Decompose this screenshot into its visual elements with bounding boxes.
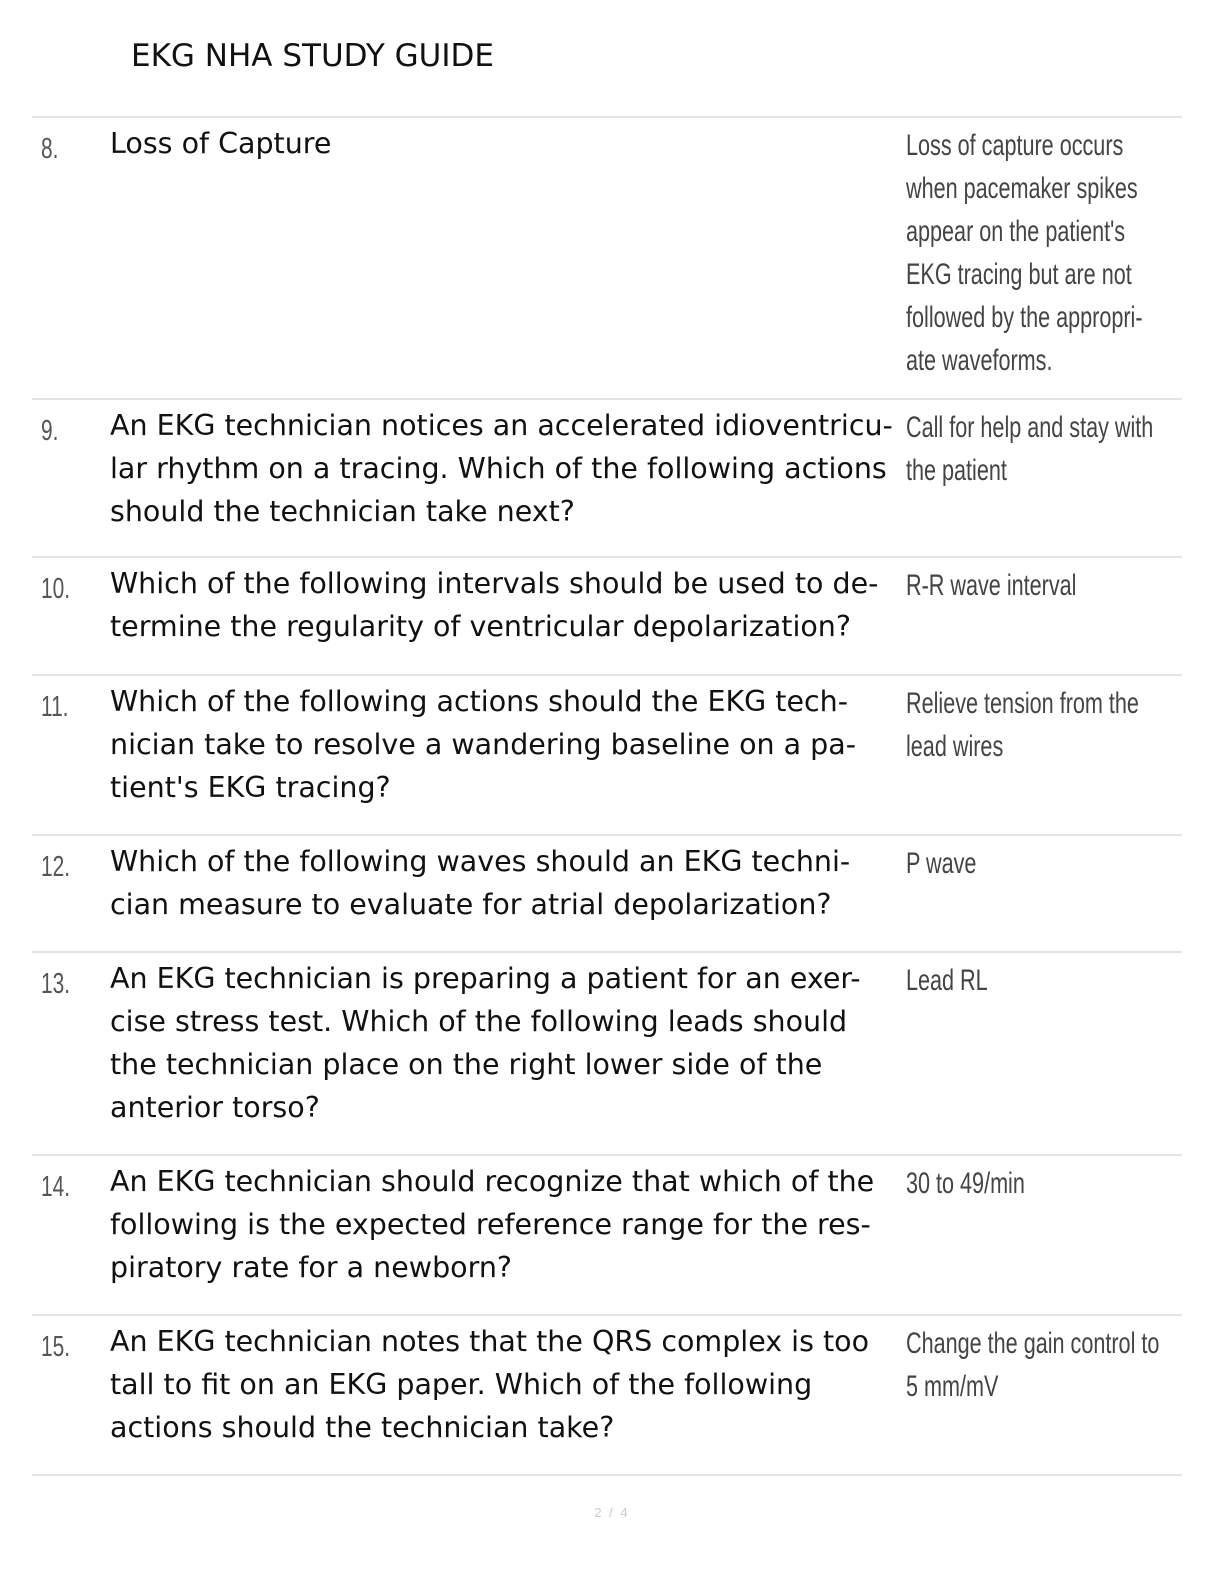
question-line: Loss of Capture: [110, 127, 332, 160]
card-question: [110, 562, 910, 648]
card-number: 13.: [41, 968, 71, 1000]
answer-line: 5 mm/mV: [906, 1370, 999, 1403]
flashcard: [32, 1314, 1182, 1476]
flashcard: [32, 116, 1182, 398]
card-question: [110, 957, 910, 1129]
question-line: termine the regularity of ventricular depolarization?: [110, 610, 851, 643]
card-question: [110, 404, 910, 533]
question-line: cise stress test. Which of the following leads should: [110, 1005, 848, 1038]
question-line: An EKG technician notices an accelerated idioventricu-: [110, 409, 893, 442]
card-number: 15.: [41, 1331, 71, 1363]
flashcard-list: [32, 116, 1182, 1476]
answer-line: 30 to 49/min: [906, 1167, 1025, 1200]
flashcard: [32, 556, 1182, 674]
answer-line: Change the gain control to: [906, 1327, 1160, 1360]
question-line: cian measure to evaluate for atrial depolarization?: [110, 888, 832, 921]
answer-line: P wave: [906, 847, 977, 880]
question-line: following is the expected reference range for the res-: [110, 1208, 871, 1241]
answer-line: when pacemaker spikes: [906, 172, 1138, 205]
answer-line: EKG tracing but are not: [906, 258, 1132, 291]
card-number: 9.: [41, 415, 59, 447]
question-line: Which of the following waves should an EKG techni-: [110, 845, 851, 878]
answer-line: followed by the appropri-: [906, 301, 1143, 334]
card-number: 11.: [41, 691, 69, 723]
question-line: nician take to resolve a wandering baseline on a pa-: [110, 728, 857, 761]
question-line: anterior torso?: [110, 1091, 320, 1124]
question-line: piratory rate for a newborn?: [110, 1251, 513, 1284]
card-question: [110, 840, 910, 926]
card-answer: [906, 1322, 1172, 1408]
card-number: 14.: [41, 1171, 71, 1203]
question-line: Which of the following actions should the EKG tech-: [110, 685, 849, 718]
card-question: [110, 122, 910, 165]
question-line: should the technician take next?: [110, 495, 575, 528]
answer-line: Loss of capture occurs: [906, 129, 1124, 162]
card-answer: [906, 682, 1172, 768]
card-number: 10.: [41, 573, 71, 605]
answer-line: lead wires: [906, 730, 1004, 763]
answer-line: the patient: [906, 454, 1007, 487]
question-line: lar rhythm on a tracing. Which of the following actions: [110, 452, 887, 485]
card-answer: [906, 406, 1172, 492]
card-question: [110, 1160, 910, 1289]
question-line: tient's EKG tracing?: [110, 771, 391, 804]
card-answer: [906, 842, 1172, 885]
page-title: EKG NHA STUDY GUIDE: [131, 38, 494, 74]
flashcard: [32, 834, 1182, 951]
card-answer: [906, 959, 1172, 1002]
flashcard: [32, 1154, 1182, 1314]
answer-line: R-R wave interval: [906, 569, 1077, 602]
answer-line: Relieve tension from the: [906, 687, 1139, 720]
question-line: An EKG technician should recognize that which of the: [110, 1165, 875, 1198]
page-number: 2 / 4: [594, 1505, 630, 1520]
flashcard: [32, 398, 1182, 556]
answer-line: Lead RL: [906, 964, 988, 997]
answer-line: appear on the patient's: [906, 215, 1126, 248]
question-line: An EKG technician is preparing a patient for an exer-: [110, 962, 861, 995]
flashcard: [32, 951, 1182, 1154]
question-line: the technician place on the right lower side of the: [110, 1048, 823, 1081]
card-question: [110, 680, 910, 809]
question-line: tall to fit on an EKG paper. Which of the following: [110, 1368, 813, 1401]
card-answer: [906, 1162, 1172, 1205]
card-answer: [906, 564, 1172, 607]
question-line: actions should the technician take?: [110, 1411, 615, 1444]
flashcard: [32, 674, 1182, 834]
card-number: 12.: [41, 851, 71, 883]
question-line: Which of the following intervals should be used to de-: [110, 567, 879, 600]
answer-line: ate waveforms.: [906, 344, 1053, 377]
card-question: [110, 1320, 910, 1449]
answer-line: Call for help and stay with: [906, 411, 1154, 444]
card-answer: [906, 124, 1172, 382]
card-number: 8.: [41, 133, 59, 165]
question-line: An EKG technician notes that the QRS complex is too: [110, 1325, 870, 1358]
